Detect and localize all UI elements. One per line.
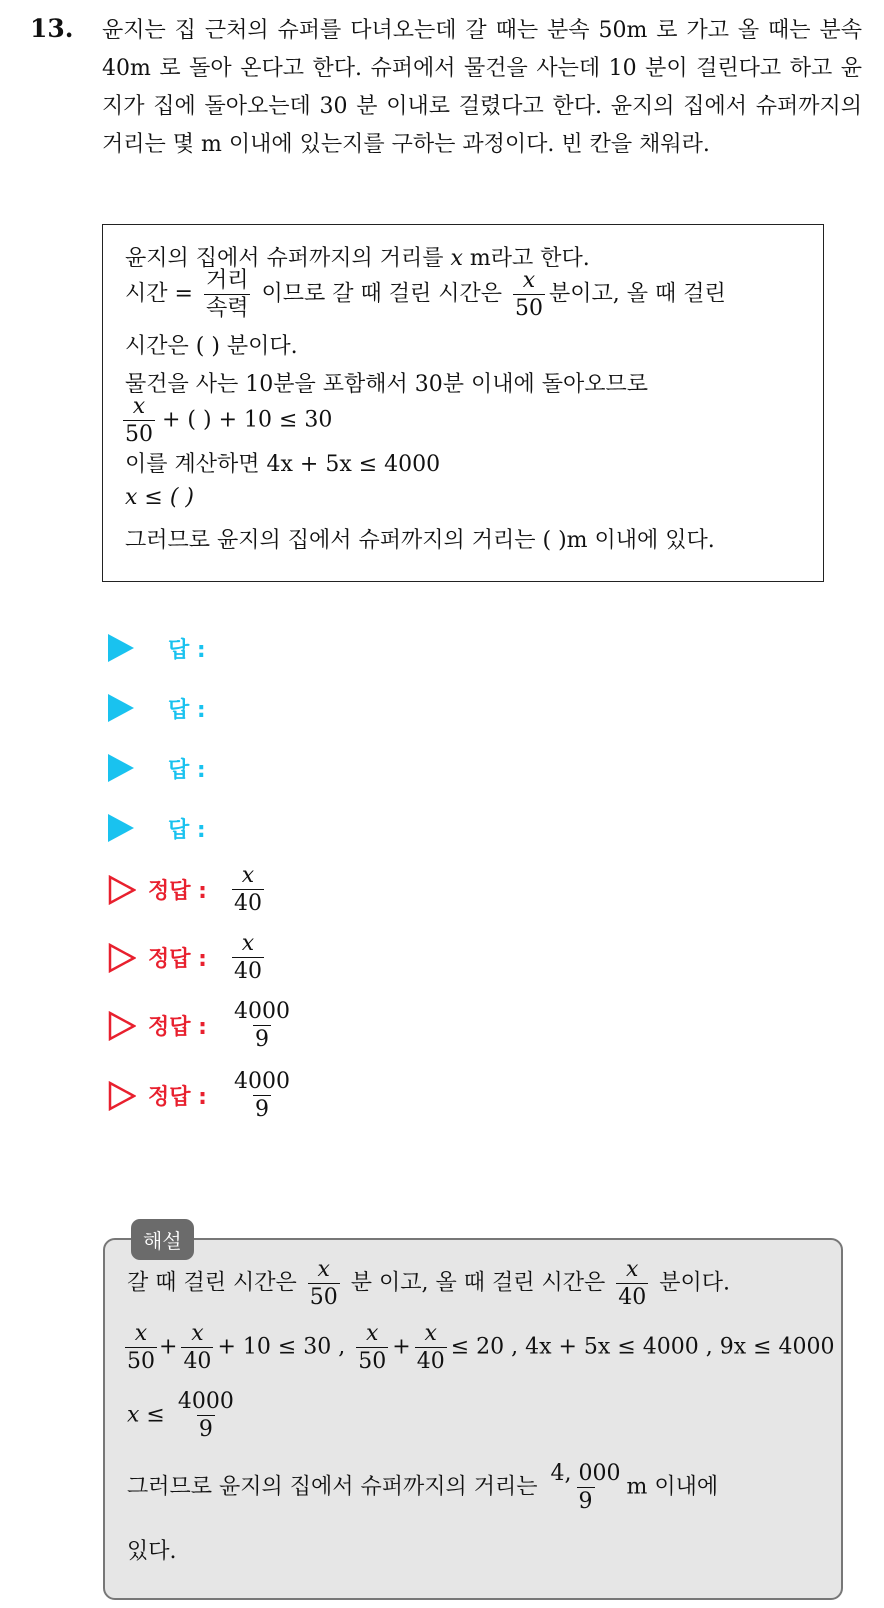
box-line-1-var: x [450, 246, 463, 271]
time-formula-fraction [204, 269, 251, 320]
return-time-fraction [616, 1258, 648, 1309]
box-line-6 [125, 447, 440, 478]
fraction-denominator: 속력 [205, 296, 249, 322]
fraction-denominator: 40 [234, 959, 262, 985]
solution-label: 정답 : [148, 947, 207, 973]
solution-fraction [232, 1070, 292, 1121]
explanation-box [103, 1238, 843, 1600]
explanation-badge: 해설 [131, 1219, 194, 1260]
box-line-2-mid: 이므로 갈 때 걸린 시간은 [261, 281, 502, 307]
fraction-denominator: 40 [618, 1285, 647, 1311]
play-arrow-icon [108, 754, 134, 782]
fraction-denominator: 9 [255, 1027, 269, 1053]
explanation-line-1-post: 분이다. [659, 1270, 730, 1296]
fraction-denominator: 9 [198, 1417, 213, 1443]
box-line-1 [125, 241, 590, 272]
triangle-outline-icon [108, 943, 136, 973]
explanation-line-3 [127, 1390, 240, 1441]
fraction-denominator: 50 [125, 422, 153, 448]
play-arrow-icon [108, 694, 134, 722]
explanation-line-4 [127, 1462, 718, 1513]
fraction-numerator: x [134, 1321, 148, 1346]
fraction-numerator: x [191, 1321, 204, 1346]
box-line-8: 그러므로 윤지의 집에서 슈퍼까지의 거리는 ( )m 이내에 있다. [125, 528, 715, 553]
answer-row-2[interactable] [108, 688, 206, 728]
answer-row-4[interactable] [108, 808, 206, 848]
answer-label: 답 : [168, 637, 206, 663]
fraction-denominator: 50 [309, 1285, 338, 1311]
fraction-denominator: 40 [416, 1349, 445, 1375]
box-line-5-post: + ( ) + 10 ≤ 30 [162, 407, 333, 433]
solution-row-2 [108, 932, 268, 983]
explanation-line-3-pre: x ≤ [127, 1402, 165, 1428]
solution-label: 정답 : [148, 879, 207, 905]
solution-row-1 [108, 864, 268, 915]
triangle-outline-icon [108, 875, 136, 905]
box-line-7: x ≤ ( ) [125, 485, 194, 510]
plus-sign: + [392, 1334, 411, 1360]
explanation-fraction [415, 1322, 447, 1373]
explanation-line-2-post: ≤ 20 , 4x + 5x ≤ 4000 , 9x ≤ 4000 [450, 1334, 835, 1360]
box-line-1-pre: 윤지의 집에서 슈퍼까지의 거리를 [125, 246, 451, 271]
play-arrow-icon [108, 814, 134, 842]
question-number: 13. [30, 14, 74, 43]
explanation-fraction [125, 1322, 157, 1373]
fraction-denominator: 40 [183, 1349, 212, 1375]
answer-label: 답 : [168, 817, 206, 843]
answer-row-1[interactable] [108, 628, 206, 668]
solution-fraction [232, 1000, 292, 1051]
fraction-numerator: x [132, 394, 146, 419]
box-line-6-pre: 이를 계산하면 [125, 452, 267, 477]
explanation-line-4-pre: 그러므로 윤지의 집에서 슈퍼까지의 거리는 [127, 1474, 538, 1500]
explanation-line-5: 있다. [127, 1539, 177, 1564]
solution-label: 정답 : [148, 1085, 207, 1111]
explanation-line-4-post: m 이내에 [626, 1474, 719, 1500]
explanation-line-2-mid: + 10 ≤ 30 , [217, 1334, 346, 1360]
fraction-numerator: 4000 [234, 1069, 290, 1094]
box-line-2-pre: 시간 = [125, 281, 193, 307]
explanation-line-1-mid: 분 이고, 올 때 걸린 시간은 [350, 1270, 606, 1296]
triangle-outline-icon [108, 1011, 136, 1041]
fraction-numerator: x [241, 863, 255, 888]
fraction-denominator: 50 [358, 1349, 387, 1375]
triangle-outline-icon [108, 1081, 136, 1111]
box-line-2-post: 분이고, 올 때 걸린 [548, 281, 726, 307]
fraction-denominator: 40 [234, 891, 262, 917]
fraction-numerator: 거리 [205, 268, 249, 293]
solution-fraction [232, 932, 264, 983]
box-line-4: 물건을 사는 10분을 포함해서 30분 이내에 돌아오므로 [125, 372, 648, 397]
fraction-numerator: x [241, 931, 255, 956]
fraction-denominator: 9 [255, 1097, 269, 1123]
answer-label: 답 : [168, 697, 206, 723]
answer-label: 답 : [168, 757, 206, 783]
explanation-fraction [549, 1462, 623, 1513]
go-time-fraction [308, 1258, 340, 1309]
box-line-3: 시간은 ( ) 분이다. [125, 334, 298, 359]
fraction-numerator: x [522, 268, 536, 293]
fraction-numerator: 4, 000 [550, 1461, 621, 1486]
explanation-line-1-pre: 갈 때 걸린 시간은 [127, 1270, 297, 1296]
answer-row-3[interactable] [108, 748, 206, 788]
fraction-numerator: x [317, 1257, 330, 1282]
play-arrow-icon [108, 634, 134, 662]
explanation-line-2 [125, 1322, 835, 1373]
fraction-denominator: 50 [127, 1349, 155, 1375]
explanation-fraction [356, 1322, 388, 1373]
fraction-numerator: 4000 [177, 1389, 234, 1414]
fraction-denominator: 9 [578, 1489, 593, 1515]
box-line-6-math: 4x + 5x ≤ 4000 [266, 452, 441, 477]
solution-fraction [232, 864, 264, 915]
explanation-fraction [176, 1390, 236, 1441]
solution-label: 정답 : [148, 1015, 207, 1041]
fraction-numerator: x [424, 1321, 437, 1346]
box-line-5-fraction [123, 395, 155, 446]
question-text: 윤지는 집 근처의 슈퍼를 다녀오는데 갈 때는 분속 50m 로 가고 올 때는 분속 40m 로 돌아 온다고 한다. 슈퍼에서 물건을 사는데 10 분이 걸린다고 하고 윤지가 집에 돌아오는데 30 분 이내로 걸렸다고 한다. 윤지의 집에서 슈퍼까지의 거리는 몇 m 이내에 있는지를 구하는 과정이다. 빈 칸을 채워라. [102, 18, 862, 157]
solution-row-3 [108, 1000, 296, 1051]
fraction-denominator: 50 [514, 296, 543, 322]
fraction-numerator: x [626, 1257, 639, 1282]
box-line-2 [125, 269, 726, 320]
solution-row-4 [108, 1070, 296, 1121]
box-line-5 [123, 395, 332, 446]
explanation-fraction [181, 1322, 213, 1373]
fill-in-box [102, 224, 824, 582]
box-line-1-post: m라고 한다. [462, 246, 590, 271]
go-time-fraction [513, 269, 545, 320]
fraction-numerator: x [366, 1321, 379, 1346]
explanation-line-1 [127, 1258, 730, 1309]
fraction-numerator: 4000 [234, 999, 290, 1024]
plus-sign: + [159, 1334, 178, 1360]
